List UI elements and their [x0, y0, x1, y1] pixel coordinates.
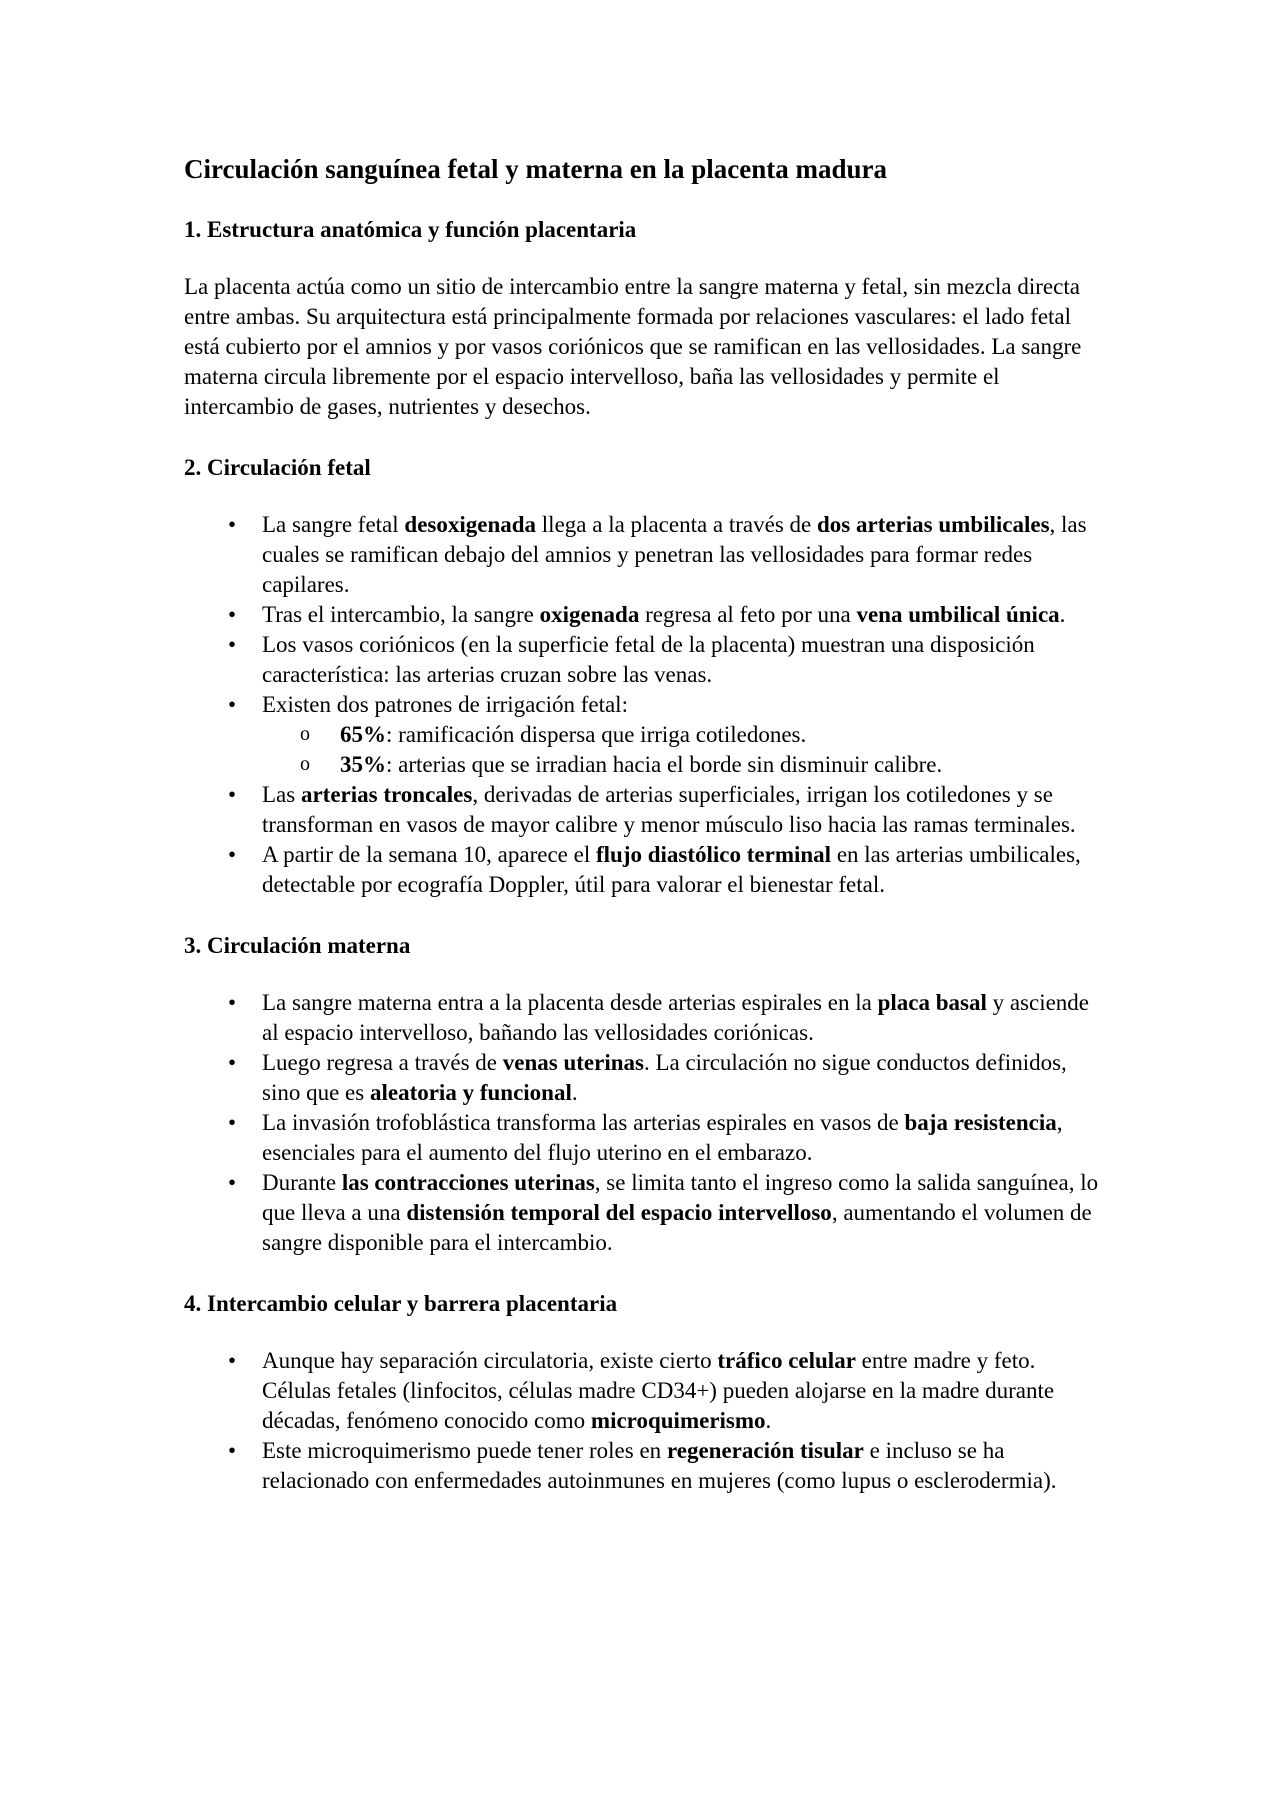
sub-bullet-item — [262, 720, 1104, 750]
bold-text: oxigenada — [539, 602, 640, 627]
bullet-list — [184, 510, 1104, 900]
bullet-icon: • — [228, 1050, 237, 1075]
text-run: : ramificación dispersa que irriga cotiledones. — [386, 722, 807, 747]
bullet-item — [184, 1346, 1104, 1436]
section-paragraph: La placenta actúa como un sitio de intercambio entre la sangre materna y fetal, sin mezcla directa entre ambas. Su arquitectura está principalmente formada por relaciones vasculares: el lado fetal está cubierto por el amnios y por vasos coriónicos que se ramifican en las vellosidades. La sangre materna circula libremente por el espacio intervelloso, baña las vellosidades y permite el intercambio de gases, nutrientes y desechos. — [184, 274, 1082, 419]
text-run: , esenciales para el aumento del flujo uterino en el embarazo. — [262, 1110, 1063, 1165]
bold-text: dos arterias umbilicales — [817, 512, 1050, 537]
text-run: . La circulación no sigue conductos definidos, sino que es — [262, 1050, 1067, 1105]
bullet-item — [184, 1168, 1104, 1258]
text-run: llega a la placenta a través de — [536, 512, 817, 537]
section-heading: 1. Estructura anatómica y función placentaria — [184, 217, 637, 242]
text-run: Luego regresa a través de — [262, 1050, 503, 1075]
text-run: . — [1059, 602, 1066, 627]
bullet-item — [184, 1436, 1104, 1496]
bold-text: vena umbilical única — [856, 602, 1060, 627]
bullet-icon: • — [228, 632, 237, 657]
document-page — [184, 150, 1104, 1526]
bullet-list — [184, 1346, 1104, 1496]
bold-text: flujo diastólico terminal — [595, 842, 832, 867]
bold-text: baja resistencia — [904, 1110, 1057, 1135]
section-heading: 2. Circulación fetal — [184, 455, 371, 480]
text-run: entre madre y feto. Células fetales (linfocitos, células madre CD34+) pueden alojarse en la madre durante décadas, fenómeno conocido como — [262, 1348, 1055, 1433]
circle-bullet-icon: o — [300, 723, 310, 745]
bullet-icon: • — [228, 990, 237, 1015]
text-run: : arterias que se irradian hacia el borde sin disminuir calibre. — [386, 752, 943, 777]
bold-text: aleatoria y funcional — [369, 1080, 572, 1105]
bold-text: venas uterinas — [502, 1050, 644, 1075]
bullet-icon: • — [228, 692, 237, 717]
text-run: e incluso se ha relacionado con enfermedades autoinmunes en mujeres (como lupus o esclerodermia). — [262, 1438, 1057, 1493]
text-run: Las — [262, 782, 301, 807]
bullet-icon: • — [228, 842, 237, 867]
bullet-item — [184, 988, 1104, 1048]
bullet-item — [184, 690, 1104, 780]
bullet-item — [184, 600, 1104, 630]
text-run: Existen dos patrones de irrigación fetal: — [262, 692, 628, 717]
bullet-item — [184, 1048, 1104, 1108]
bullet-icon: • — [228, 1110, 237, 1135]
text-run: , las cuales se ramifican debajo del amnios y penetran las vellosidades para formar redes capilares. — [262, 512, 1087, 597]
bullet-item — [184, 780, 1104, 840]
text-run: La sangre materna entra a la placenta desde arterias espirales en la — [262, 990, 878, 1015]
circle-bullet-icon: o — [300, 753, 310, 775]
section-heading: 3. Circulación materna — [184, 933, 411, 958]
text-run: Los vasos coriónicos (en la superficie fetal de la placenta) muestran una disposición característica: las arterias cruzan sobre las venas. — [262, 632, 1035, 687]
bullet-icon: • — [228, 1170, 237, 1195]
text-run: Durante — [262, 1170, 342, 1195]
text-run: Aunque hay separación circulatoria, existe cierto — [262, 1348, 718, 1373]
bullet-icon: • — [228, 1438, 237, 1463]
text-run: en las arterias umbilicales, detectable por ecografía Doppler, útil para valorar el bienestar fetal. — [262, 842, 1081, 897]
text-run: A partir de la semana 10, aparece el — [262, 842, 596, 867]
bullet-icon: • — [228, 512, 237, 537]
bold-text: tráfico celular — [717, 1348, 856, 1373]
bullet-item — [184, 840, 1104, 900]
bold-text: microquimerismo — [590, 1408, 766, 1433]
bold-text: regeneración tisular — [666, 1438, 864, 1463]
section-heading: 4. Intercambio celular y barrera placentaria — [184, 1291, 618, 1316]
bold-text: distensión temporal del espacio intervelloso — [406, 1200, 832, 1225]
bold-text: placa basal — [877, 990, 987, 1015]
bullet-item — [184, 630, 1104, 690]
text-run: Tras el intercambio, la sangre — [262, 602, 540, 627]
text-run: Este microquimerismo puede tener roles en — [262, 1438, 667, 1463]
text-run: . — [765, 1408, 772, 1433]
text-run: La sangre fetal — [262, 512, 405, 537]
document-title: Circulación sanguínea fetal y materna en la placenta madura — [184, 154, 887, 184]
bold-text: 35% — [340, 752, 386, 777]
bold-text: 65% — [340, 722, 386, 747]
text-run: regresa al feto por una — [639, 602, 857, 627]
sub-bullet-list — [262, 720, 1104, 780]
bullet-item — [184, 510, 1104, 600]
bullet-list — [184, 988, 1104, 1258]
bullet-icon: • — [228, 602, 237, 627]
text-run: , aumentando el volumen de sangre disponible para el intercambio. — [262, 1200, 1092, 1255]
text-run: . — [571, 1080, 578, 1105]
text-run: y asciende al espacio intervelloso, bañando las vellosidades coriónicas. — [262, 990, 1090, 1045]
document-body — [184, 214, 1104, 1496]
bold-text: las contracciones uterinas — [341, 1170, 595, 1195]
bold-text: desoxigenada — [404, 512, 537, 537]
bullet-icon: • — [228, 782, 237, 807]
bullet-icon: • — [228, 1348, 237, 1373]
text-run: , se limita tanto el ingreso como la salida sanguínea, lo que lleva a una — [262, 1170, 1099, 1225]
bold-text: arterias troncales — [300, 782, 473, 807]
sub-bullet-item — [262, 750, 1104, 780]
text-run: La invasión trofoblástica transforma las arterias espirales en vasos de — [262, 1110, 905, 1135]
bullet-item — [184, 1108, 1104, 1168]
text-run: , derivadas de arterias superficiales, irrigan los cotiledones y se transforman en vasos de mayor calibre y menor músculo liso hacia las ramas terminales. — [262, 782, 1076, 837]
